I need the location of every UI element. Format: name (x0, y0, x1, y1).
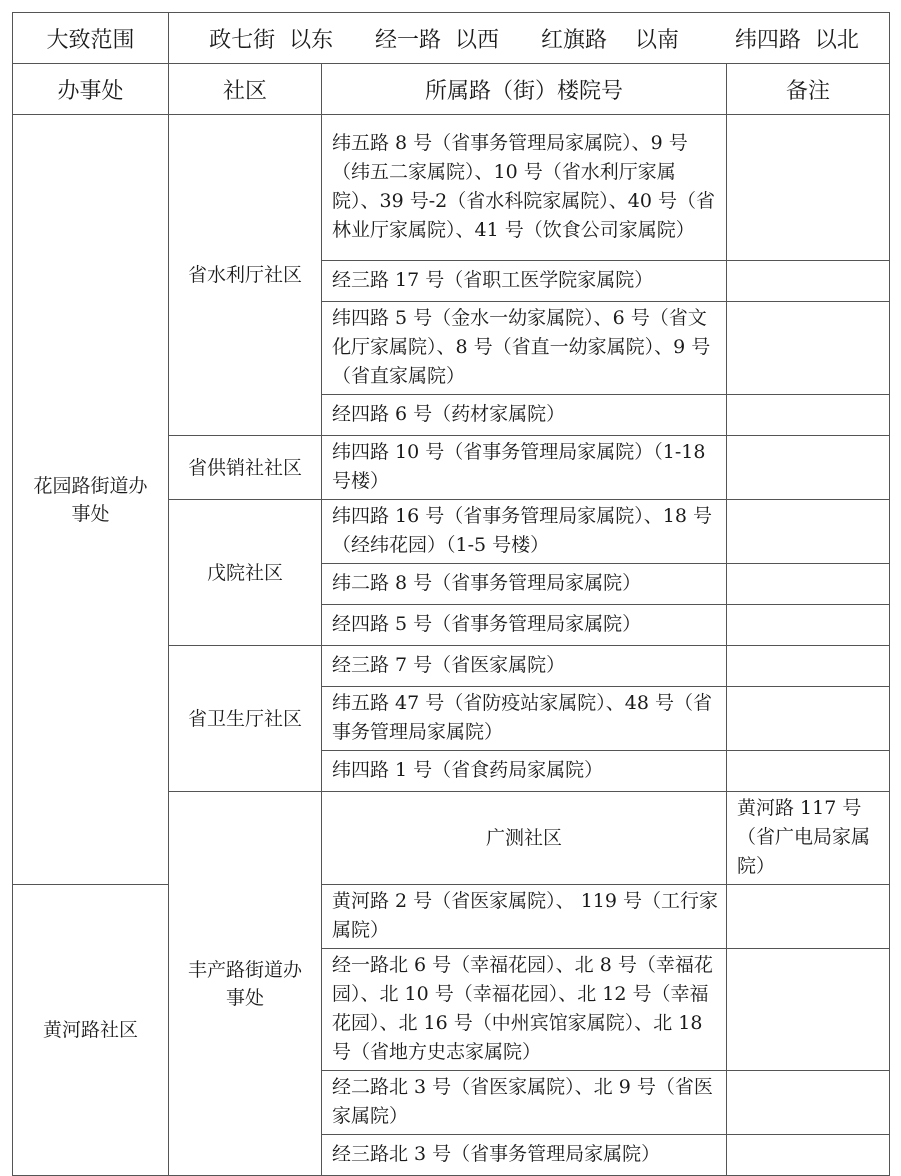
address-cell: 经一路北 6 号（幸福花园）、北 8 号（幸福花园）、北 10 号（幸福花园）、北 12 号（幸福花园）、北 16 号（中州宾馆家属院）、北 18 号（省地方史志家属院） (322, 949, 727, 1071)
remarks-cell (727, 115, 890, 261)
remarks-cell (727, 949, 890, 1071)
header-address: 所属路（街）楼院号 (322, 64, 727, 115)
community-cell: 黄河路社区 (13, 885, 169, 1176)
community-table (12, 12, 890, 1176)
address-cell: 经三路 17 号（省职工医学院家属院） (322, 261, 727, 302)
address-cell: 纬四路 1 号（省食药局家属院） (322, 751, 727, 792)
remarks-cell (727, 500, 890, 564)
address-cell: 经二路北 3 号（省医家属院）、北 9 号（省医家属院） (322, 1071, 727, 1135)
range-label: 大致范围 (13, 13, 169, 64)
community-cell: 省供销社社区 (169, 436, 322, 500)
remarks-cell (727, 261, 890, 302)
address-cell: 黄河路 117 号（省广电局家属院） (727, 792, 890, 885)
remarks-cell (727, 302, 890, 395)
remarks-cell (727, 564, 890, 605)
community-cell: 戊院社区 (169, 500, 322, 646)
table-row (13, 115, 890, 261)
community-cell: 省水利厅社区 (169, 115, 322, 436)
address-cell: 经四路 5 号（省事务管理局家属院） (322, 605, 727, 646)
remarks-cell (727, 751, 890, 792)
address-cell: 纬五路 8 号（省事务管理局家属院）、9 号（纬五二家属院）、10 号（省水利厅家属院）、39 号-2（省水科院家属院）、40 号（省林业厅家属院）、41 号（饮食公司家属院） (322, 115, 727, 261)
range-value: 政七街 以东 经一路 以西 红旗路 以南 纬四路 以北 (169, 13, 890, 64)
remarks-cell (727, 1071, 890, 1135)
remarks-cell (727, 436, 890, 500)
address-cell: 经三路 7 号（省医家属院） (322, 646, 727, 687)
header-community: 社区 (169, 64, 322, 115)
remarks-cell (727, 885, 890, 949)
remarks-cell (727, 395, 890, 436)
address-cell: 纬四路 10 号（省事务管理局家属院）（1-18 号楼） (322, 436, 727, 500)
table-row (13, 885, 890, 949)
range-row (13, 13, 890, 64)
address-cell: 纬二路 8 号（省事务管理局家属院） (322, 564, 727, 605)
address-cell: 经四路 6 号（药材家属院） (322, 395, 727, 436)
header-remarks: 备注 (727, 64, 890, 115)
office-name: 花园路街道办事处 (33, 474, 148, 525)
address-cell: 纬四路 16 号（省事务管理局家属院）、18 号（经纬花园）（1-5 号楼） (322, 500, 727, 564)
office-name: 丰产路街道办事处 (187, 958, 302, 1009)
remarks-cell (727, 605, 890, 646)
remarks-cell (727, 1135, 890, 1176)
address-cell: 黄河路 2 号（省医家属院）、 119 号（工行家属院） (322, 885, 727, 949)
header-row (13, 64, 890, 115)
remarks-cell (727, 646, 890, 687)
office-cell (169, 792, 322, 1176)
address-cell: 纬四路 5 号（金水一幼家属院）、6 号（省文化厅家属院）、8 号（省直一幼家属院）、9 号（省直家属院） (322, 302, 727, 395)
address-cell: 纬五路 47 号（省防疫站家属院）、48 号（省事务管理局家属院） (322, 687, 727, 751)
address-cell: 经三路北 3 号（省事务管理局家属院） (322, 1135, 727, 1176)
community-cell: 省卫生厅社区 (169, 646, 322, 792)
header-office: 办事处 (13, 64, 169, 115)
remarks-cell (727, 687, 890, 751)
community-cell: 广测社区 (322, 792, 727, 885)
office-cell (13, 115, 169, 885)
